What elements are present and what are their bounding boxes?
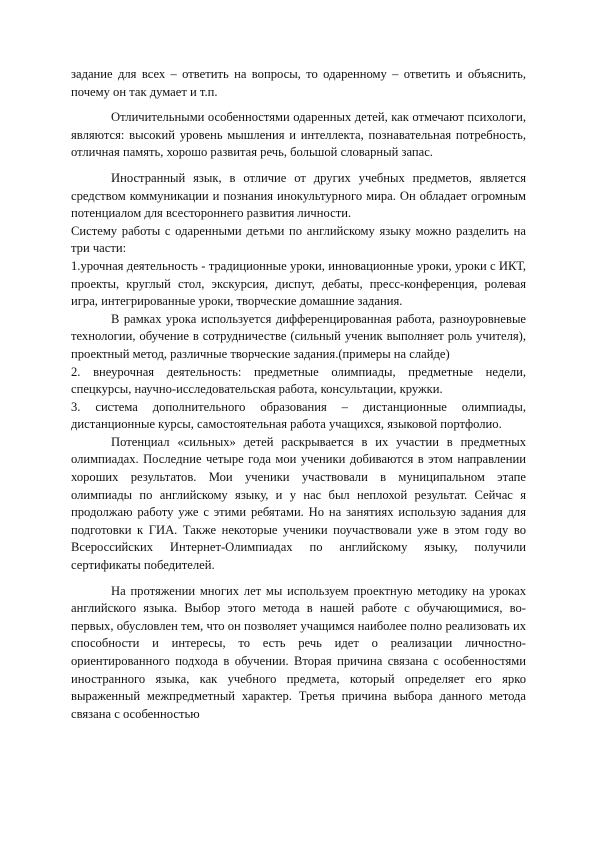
paragraph-foreign-language: Иностранный язык, в отличие от других учебных предметов, является средством коммуникации и познания инокультурного мира. Он обладает огромным потенциалом для всестороннего развития личности. — [71, 170, 526, 221]
paragraph-extracurricular: 2. внеурочная деятельность: предметные олимпиады, предметные недели, спецкурсы, научно-исследовательская работа, консультации, кружки. — [71, 364, 526, 397]
paragraph-lesson-methods: В рамках урока используется дифференцированная работа, разноуровневые технологии, обучение в сотрудничестве (сильный ученик выполняет роль учителя), проектный метод, различные творческие задания.(примеры на слайде) — [71, 311, 526, 361]
paragraph-gifted-features: Отличительными особенностями одаренных детей, как отмечают психологи, являются: высокий уровень мышления и интеллекта, познавательная потребность, отличная память, хорошо развитая речь, большой словарный запас. — [71, 110, 526, 160]
paragraph-work-system: Систему работы с одаренными детьми по английскому языку можно разделить на три части: — [71, 223, 526, 256]
document-page — [71, 66, 526, 723]
paragraph-project-method: На протяжении многих лет мы используем проектную методику на уроках английского языка. Выбор этого метода в нашей работе с обучающимися, во-первых, обусловлен тем, что он позволяет учащимся наиболее полно реализовать их способности и интересы, то есть речь идет о реализации личностно-ориентированного подхода в обучении. Вторая причина связана с особенностями иностранного языка, как учебного предмета, который определяет его ярко выраженный межпредметный характер. Третья причина выбора данного метода связана с особенностью — [71, 583, 526, 721]
paragraph-lesson-activity: 1.урочная деятельность - традиционные уроки, инновационные уроки, уроки с ИКТ, проекты, круглый стол, экскурсия, диспут, дебаты, пресс-конференция, ролевая игра, интегрированные уроки, творческие домашние задания. — [71, 258, 526, 309]
paragraph-task-continuation: задание для всех – ответить на вопросы, то одаренному – ответить и объяснить, почему он так думает и т.п. — [71, 67, 526, 99]
paragraph-olympiads: Потенциал «сильных» детей раскрывается в их участии в предметных олимпиадах. Последние четыре года мои ученики добиваются в этом направлении хороших результатов. Мои ученики участвовали в муниципальном этапе олимпиады по английскому языку, и у нас был неплохой результат. Сейчас я продолжаю работу уже с этими ребятами. Но на занятиях использую задания для подготовки к ГИА. Также некоторые ученики поучаствовали уже в этом году во Всероссийских Интернет-Олимпиадах по английскому языку, получили сертификаты победителей. — [71, 434, 526, 573]
paragraph-additional-education: 3. система дополнительного образования – дистанционные олимпиады, дистанционные курсы, самостоятельная работа учащихся, языковой портфолио. — [71, 399, 526, 432]
